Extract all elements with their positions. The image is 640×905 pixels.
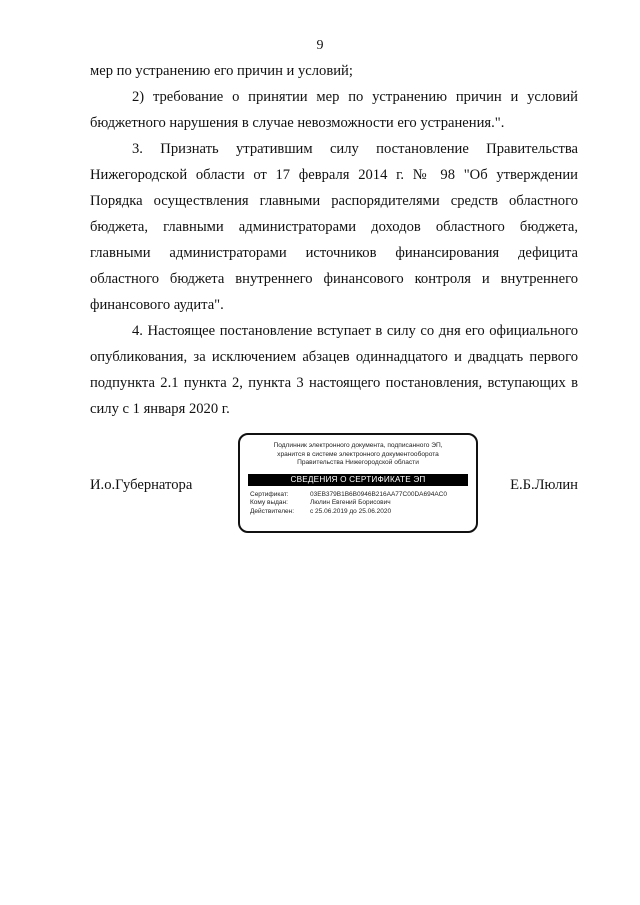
- paragraph-continuation: мер по устранению его причин и условий;: [90, 63, 353, 79]
- stamp-header-line: хранится в системе электронного документооборота: [277, 450, 439, 458]
- stamp-header-line: Подлинник электронного документа, подписанного ЭП,: [273, 442, 443, 449]
- stamp-header: [240, 442, 476, 468]
- validity-label: Действителен:: [250, 507, 295, 515]
- stamp-details: [250, 491, 466, 517]
- validity-value: с 25.06.2019 до 25.06.2020: [310, 507, 392, 515]
- paragraph-point-3: 3. Признать утратившим силу постановление Правительства Нижегородской области от 17 февраля 2014 г. № 98 "Об утверждении Порядка осуществления главными распорядителями средств областного бюджета, главными администраторами доходов областного бюджета, главными администраторами источников финансирования дефицита областного бюджета внутреннего финансового контроля и внутреннего финансового аудита".: [90, 141, 578, 313]
- page-number: 9: [316, 38, 324, 53]
- stamp-header-line: Правительства Нижегородской области: [297, 459, 419, 466]
- stamp-title: СВЕДЕНИЯ О СЕРТИФИКАТЕ ЭП: [248, 474, 468, 486]
- validity-row: [250, 508, 466, 517]
- certificate-label: Сертификат:: [250, 490, 289, 498]
- issued-to-label: Кому выдан:: [250, 499, 288, 506]
- issued-to-value: Люлин Евгений Борисович: [310, 499, 391, 506]
- document-body: [90, 58, 578, 422]
- signatory-position: И.о.Губернатора: [90, 477, 193, 493]
- signature-block: [90, 433, 578, 537]
- paragraph-point-4: 4. Настоящее постановление вступает в силу со дня его официального опубликования, за исключением абзацев одиннадцатого и двадцать первого подпункта 2.1 пункта 2, пункта 3 настоящего постановления, вступающих в силу с 1 января 2020 г.: [90, 323, 578, 417]
- certificate-row: [250, 491, 466, 500]
- signatory-name: Е.Б.Люлин: [510, 477, 578, 493]
- electronic-signature-stamp: [238, 433, 478, 533]
- issued-to-row: [250, 499, 466, 508]
- certificate-value: 03EB379B1B6B0946B216AA77C00DA694AC0: [310, 490, 447, 498]
- paragraph-item-2: 2) требование о принятии мер по устранению причин и условий бюджетного нарушения в случае невозможности его устранения.".: [90, 89, 578, 131]
